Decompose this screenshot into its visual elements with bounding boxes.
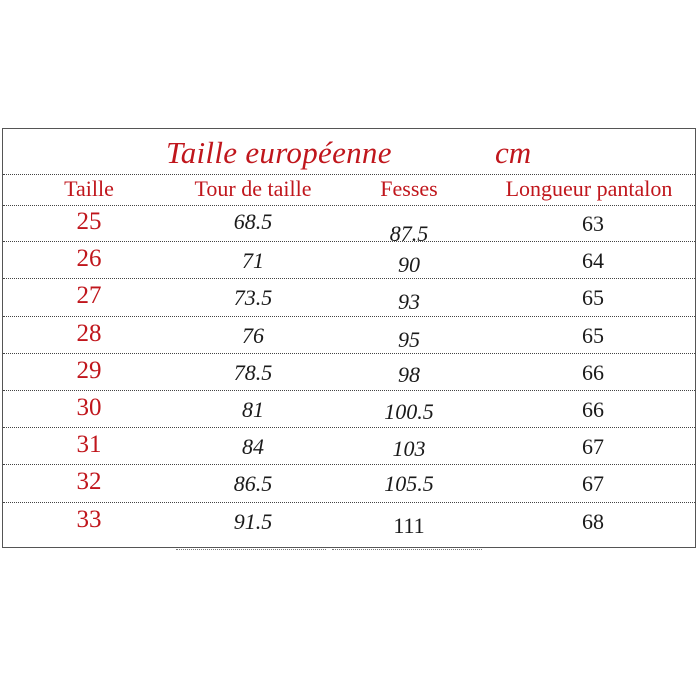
length-cell: 64	[582, 248, 604, 274]
header-tour-de-taille: Tour de taille	[194, 176, 312, 201]
size-cell: 33	[76, 505, 102, 533]
table-title-row	[3, 129, 695, 175]
hips-cell: 103	[392, 436, 426, 462]
size-cell: 29	[76, 356, 102, 384]
waist-cell: 84	[242, 434, 264, 460]
length-cell: 67	[582, 471, 604, 497]
table-row	[3, 205, 695, 246]
header-fesses: Fesses	[380, 176, 438, 201]
waist-cell: 78.5	[233, 359, 273, 385]
waist-cell: 86.5	[233, 471, 273, 497]
divider	[332, 549, 482, 550]
size-chart-table	[2, 128, 696, 548]
table-row	[3, 391, 695, 428]
length-cell: 67	[582, 434, 604, 460]
waist-cell: 81	[242, 397, 264, 422]
divider	[176, 549, 326, 550]
hips-cell: 87.5	[389, 221, 429, 246]
length-cell: 66	[582, 397, 604, 422]
table-row	[3, 279, 695, 316]
table-unit: cm	[495, 135, 532, 170]
hips-cell: 93	[398, 289, 420, 315]
hips-cell: 98	[398, 361, 420, 387]
header-longueur-pantalon: Longueur pantalon	[505, 176, 673, 201]
table-row	[3, 317, 695, 354]
hips-cell: 95	[398, 326, 420, 352]
size-cell: 28	[76, 319, 102, 347]
table-title: Taille européenne	[166, 135, 392, 170]
header-taille: Taille	[64, 176, 114, 201]
size-cell: 31	[76, 431, 102, 459]
size-cell: 32	[76, 468, 102, 496]
size-cell: 25	[76, 208, 102, 235]
hips-cell: 111	[393, 512, 425, 538]
table-row	[3, 428, 695, 465]
table-row	[3, 503, 695, 540]
waist-cell: 76	[242, 322, 264, 348]
waist-cell: 73.5	[233, 285, 273, 311]
length-cell: 65	[582, 322, 604, 348]
hips-cell: 100.5	[384, 399, 434, 424]
divider	[3, 174, 695, 175]
table-row	[3, 465, 695, 502]
size-cell: 30	[76, 394, 102, 421]
length-cell: 68	[582, 508, 604, 534]
size-cell: 27	[76, 282, 102, 310]
waist-cell: 91.5	[233, 508, 273, 534]
length-cell: 66	[582, 359, 604, 385]
length-cell: 63	[582, 211, 604, 236]
waist-cell: 68.5	[233, 209, 273, 234]
table-row	[3, 242, 695, 279]
length-cell: 65	[582, 285, 604, 311]
size-cell: 26	[76, 245, 102, 273]
waist-cell: 71	[242, 248, 264, 274]
table-row	[3, 354, 695, 391]
hips-cell: 90	[398, 252, 420, 278]
hips-cell: 105.5	[384, 471, 434, 497]
